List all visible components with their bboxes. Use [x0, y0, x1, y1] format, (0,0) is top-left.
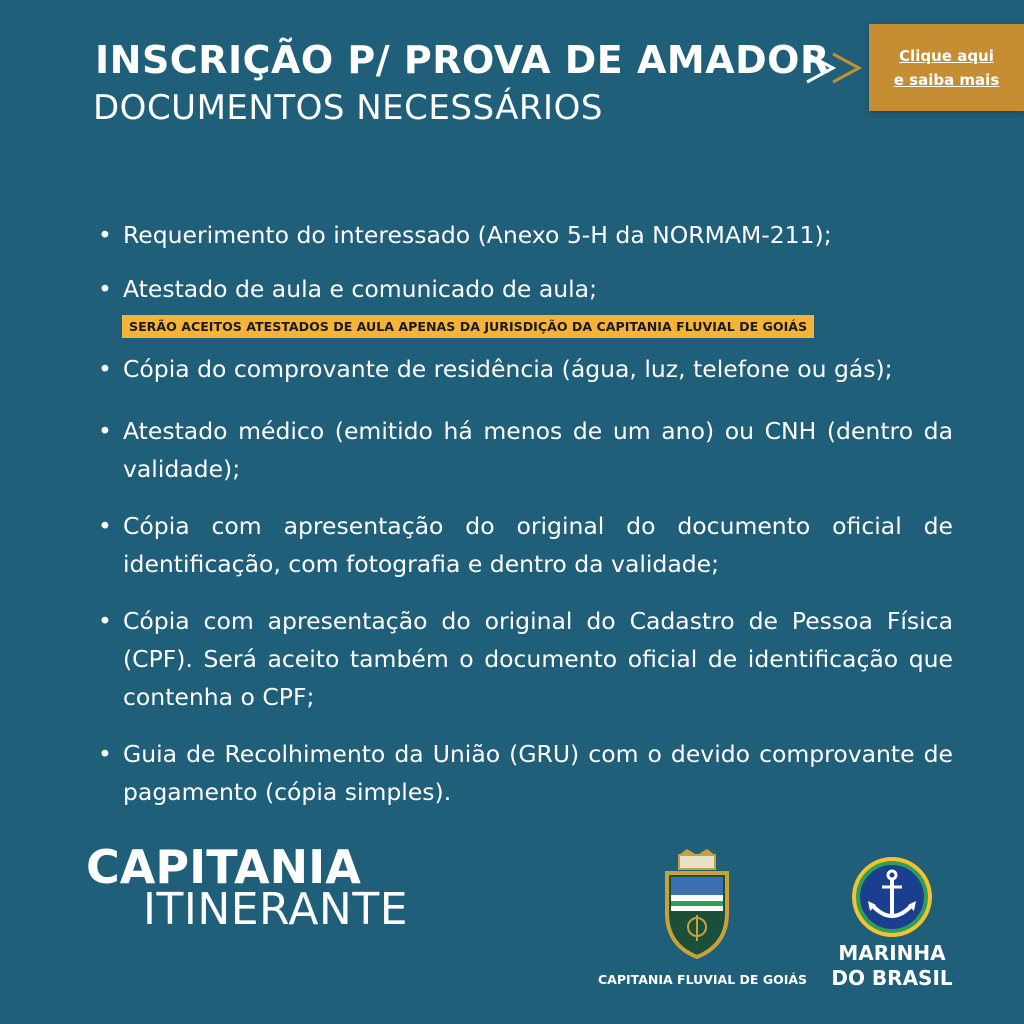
page-subtitle: DOCUMENTOS NECESSÁRIOS: [93, 88, 603, 128]
learn-more-label-line1: Clique aqui: [899, 46, 994, 65]
jurisdiction-warning-banner: SERÃO ACEITOS ATESTADOS DE AULA APENAS DA JURISDIÇÃO DA CAPITANIA FLUVIAL DE GOIÁS: [122, 315, 814, 338]
document-item-2: • Atestado de aula e comunicado de aula;: [95, 270, 953, 308]
brand-subtitle: ITINERANTE: [143, 884, 409, 935]
page-title: INSCRIÇÃO P/ PROVA DE AMADOR: [95, 38, 830, 82]
document-item-5: • Cópia com apresentação do original do documento oficial de identificação, com fotografia e dentro da validade;: [95, 507, 953, 583]
capitania-emblem-icon: [659, 849, 735, 961]
navy-caption-line1: MARINHA: [838, 941, 946, 965]
document-item-6: • Cópia com apresentação do original do Cadastro de Pessoa Física (CPF). Será aceito também o documento oficial de identificação que contenha o CPF;: [95, 602, 953, 716]
learn-more-label-line2: e saiba mais: [893, 70, 1000, 89]
document-item-3: • Cópia do comprovante de residência (água, luz, telefone ou gás);: [95, 350, 953, 388]
learn-more-button[interactable]: [869, 24, 1024, 111]
navy-anchor-logo-icon: [850, 855, 934, 939]
document-item-4: • Atestado médico (emitido há menos de um ano) ou CNH (dentro da validade);: [95, 412, 953, 488]
emblem-caption: CAPITANIA FLUVIAL DE GOIÁS: [598, 972, 808, 987]
document-item-1: • Requerimento do interessado (Anexo 5-H da NORMAM-211);: [95, 216, 953, 254]
navy-caption-line2: DO BRASIL: [831, 966, 953, 990]
brand-title: CAPITANIA: [86, 840, 361, 894]
navy-caption: [824, 941, 960, 991]
document-item-7: • Guia de Recolhimento da União (GRU) com o devido comprovante de pagamento (cópia simples).: [95, 735, 953, 811]
double-chevron-right-icon: [803, 48, 867, 88]
